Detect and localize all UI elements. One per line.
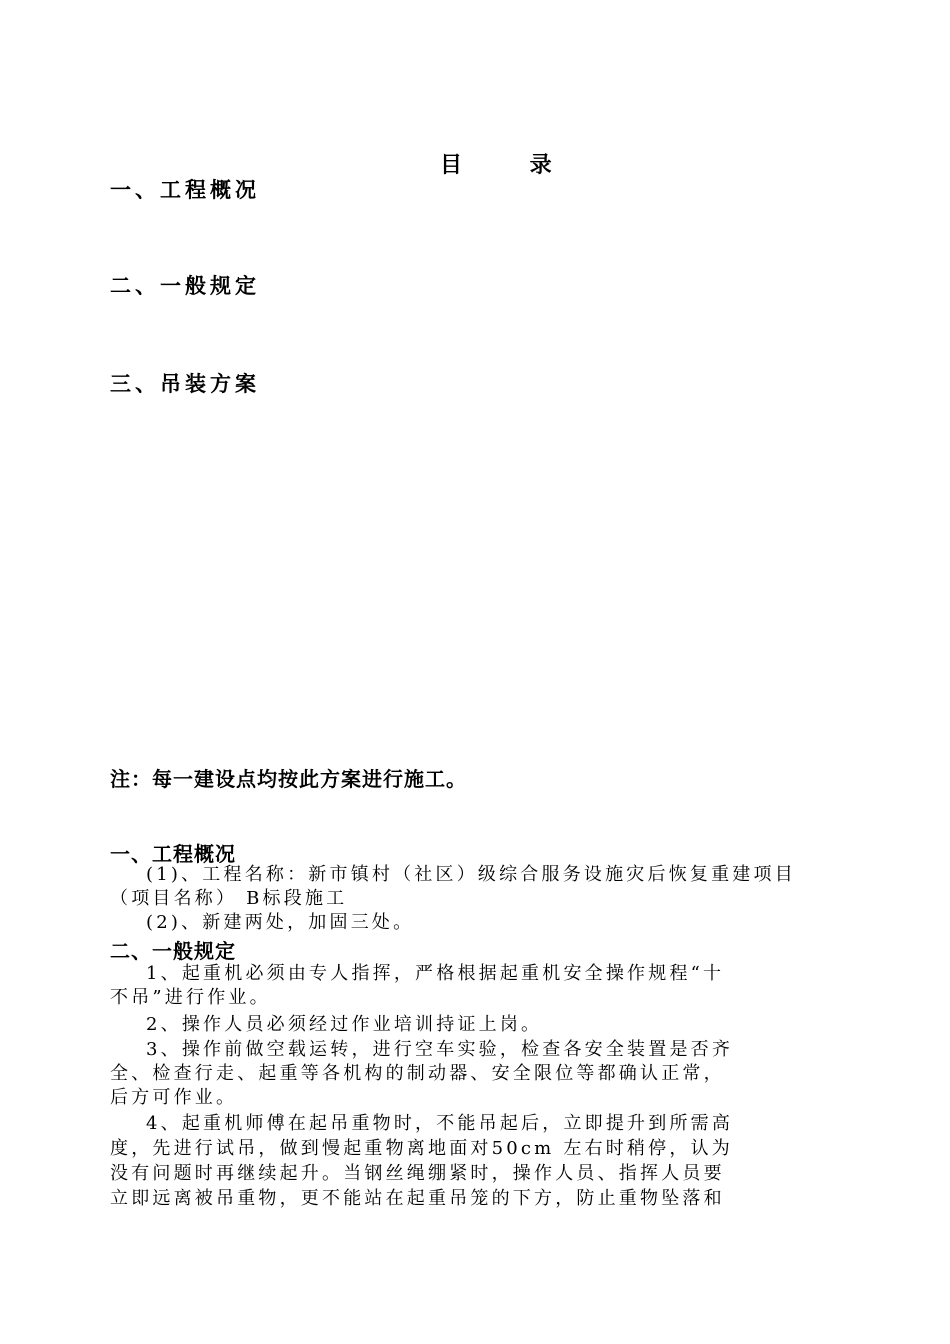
paragraph-line: 度，先进行试吊，做到慢起重物离地面对50cm 左右时稍停，认为 <box>110 1138 733 1159</box>
section-heading-overview: 一、工程概况 <box>110 842 236 866</box>
toc-item-general-rules: 二、一般规定 <box>110 273 260 298</box>
paragraph-line: 立即远离被吊重物，更不能站在起重吊笼的下方，防止重物坠落和 <box>110 1188 725 1209</box>
toc-title: 目 录 <box>440 152 582 178</box>
paragraph-line: 全、检查行走、起重等各机构的制动器、安全限位等都确认正常， <box>110 1063 725 1084</box>
paragraph-line: 4、起重机师傅在起吊重物时，不能吊起后，立即提升到所需高 <box>146 1113 734 1134</box>
paragraph-line: （项目名称） B标段施工 <box>110 888 348 909</box>
toc-item-lifting-plan: 三、吊装方案 <box>110 371 260 396</box>
paragraph-line: 没有问题时再继续起升。当钢丝绳绷紧时，操作人员、指挥人员要 <box>110 1163 725 1184</box>
paragraph-line: (1)、工程名称：新市镇村（社区）级综合服务设施灾后恢复重建项目 <box>146 864 796 885</box>
paragraph-line: (2)、新建两处，加固三处。 <box>146 912 415 933</box>
section-heading-general-rules: 二、一般规定 <box>110 939 236 963</box>
paragraph-line: 3、操作前做空载运转，进行空车实验，检查各安全装置是否齐 <box>146 1039 734 1060</box>
paragraph-line: 后方可作业。 <box>110 1087 238 1108</box>
paragraph-line: 2、操作人员必须经过作业培训持证上岗。 <box>146 1014 543 1035</box>
paragraph-line: 1、起重机必须由专人指挥，严格根据起重机安全操作规程“十 <box>146 963 725 984</box>
construction-note: 注：每一建设点均按此方案进行施工。 <box>110 767 467 791</box>
paragraph-line: 不吊”进行作业。 <box>110 987 271 1008</box>
toc-item-overview: 一、工程概况 <box>110 177 260 202</box>
